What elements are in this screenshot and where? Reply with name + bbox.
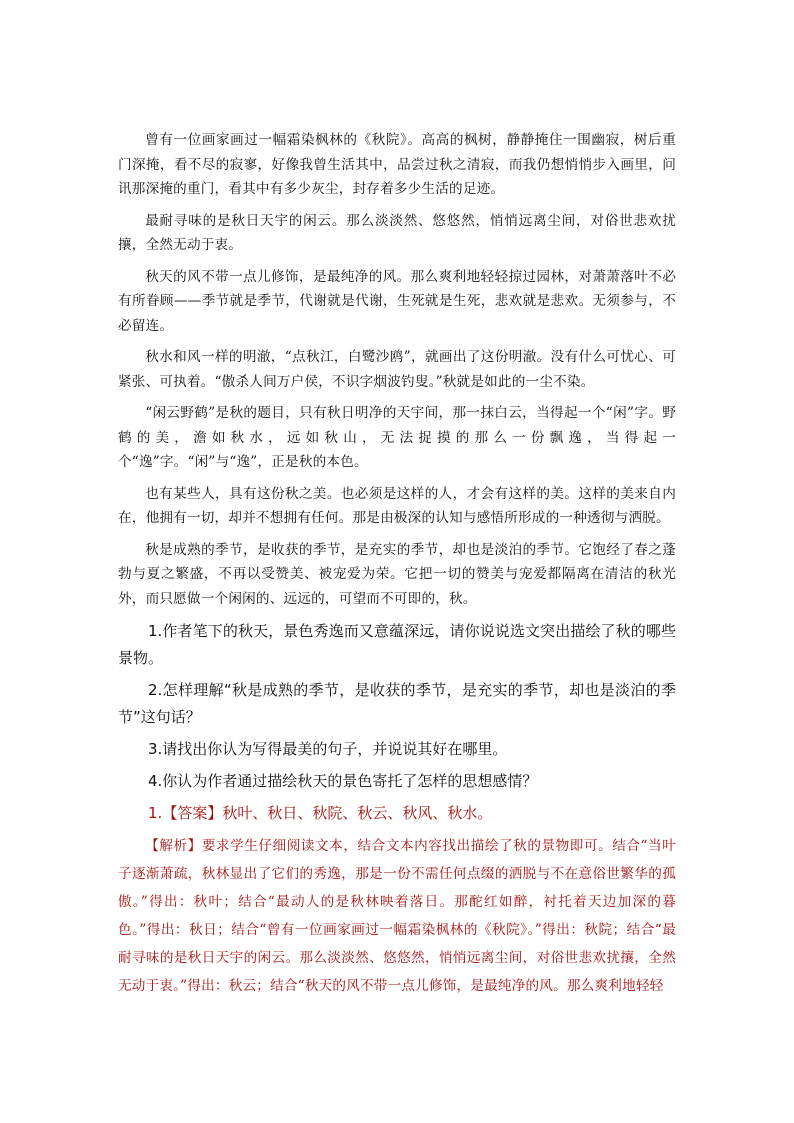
document-page [118, 128, 676, 1000]
passage-paragraph: “闲云野鹤”是秋的题目，只有秋日明净的天宇间，那一抹白云，当得起一个“闲”字。野鹤的美，澹如秋水，远如秋山，无法捉摸的那么一份飘逸，当得起一个“逸”字。“闲”与“逸”，正是秋的本色。 [118, 405, 676, 470]
question-item: 1.作者笔下的秋天，景色秀逸而又意蕴深远，请你说说选文突出描绘了秋的哪些景物。 [118, 622, 676, 667]
passage-paragraph: 秋水和风一样的明澈，“点秋江，白鹭沙鸥”，就画出了这份明澈。没有什么可忧心、可紧张、可执着。“傲杀人间万户侯，不识字烟波钓叟。”秋就是如此的一尘不染。 [118, 349, 676, 390]
analysis-text: 要求学生仔细阅读文本，结合文本内容找出描绘了秋的景物即可。结合“当叶子逐渐萧疏，秋林显出了它们的秀逸，那是一份不需任何点缀的洒脱与不在意俗世繁华的孤傲。”得出：秋叶；结合“最动人的是秋林映着落日。那酡红如醉，衬托着天边加深的暮色。”得出：秋日；结合“曾有一位画家画过一幅霜染枫林的《秋院》。”得出：秋院；结合“最耐寻味的是秋日天宇的闲云。那么淡淡然、悠悠然，悄悄远离尘间，对俗世悲欢扰攘，全然无动于衷。”得出：秋云；结合“秋天的风不带一点儿修饰，是最纯净的风。那么爽利地轻轻 [118, 838, 676, 994]
question-item: 2.怎样理解“秋是成熟的季节，是收获的季节，是充实的季节，却也是淡泊的季节”这句话？ [118, 681, 676, 726]
passage-paragraph: 秋是成熟的季节，是收获的季节，是充实的季节，却也是淡泊的季节。它饱经了春之蓬勃与夏之繁盛，不再以受赞美、被宠爱为荣。它把一切的赞美与宠爱都隔离在清洁的秋光外，而只愿做一个闲闲的、远远的，可望而不可即的，秋。 [118, 541, 676, 607]
answer-number: 1. [148, 804, 163, 822]
analysis-paragraph [118, 832, 676, 1000]
answer-text: 秋叶、秋日、秋院、秋云、秋风、秋水。 [222, 804, 493, 822]
analysis-tag: 【解析】 [145, 838, 202, 854]
question-item: 3.请找出你认为写得最美的句子，并说说其好在哪里。 [148, 740, 508, 758]
answer-line [118, 800, 676, 826]
passage [118, 128, 676, 611]
passage-paragraph: 曾有一位画家画过一幅霜染枫林的《秋院》。高高的枫树，静静掩住一围幽寂，树后重门深掩，看不尽的寂寥，好像我曾生活其中，品尝过秋之清寂，而我仍想悄悄步入画里，问讯那深掩的重门，看其中有多少灰尘，封存着多少生活的足迹。 [118, 132, 676, 197]
passage-paragraph: 也有某些人，具有这份秋之美。也必须是这样的人，才会有这样的美。这样的美来自内在，他拥有一切，却并不想拥有任何。那是由极深的认知与感悟所形成的一种透彻与洒脱。 [118, 485, 676, 526]
question-list [118, 618, 676, 795]
passage-paragraph: 最耐寻味的是秋日天宇的闲云。那么淡淡然、悠悠然，悄悄远离尘间，对俗世悲欢扰攘，全然无动于衷。 [118, 212, 676, 253]
answer-tag: 【答案】 [162, 804, 223, 822]
question-item: 4.你认为作者通过描绘秋天的景色寄托了怎样的思想感情？ [148, 772, 538, 790]
passage-paragraph: 秋天的风不带一点儿修饰，是最纯净的风。那么爽利地轻轻掠过园林，对萧萧落叶不必有所眷顾——季节就是季节，代谢就是代谢，生死就是生死，悲欢就是悲欢。无须参与，不必留连。 [118, 268, 676, 334]
